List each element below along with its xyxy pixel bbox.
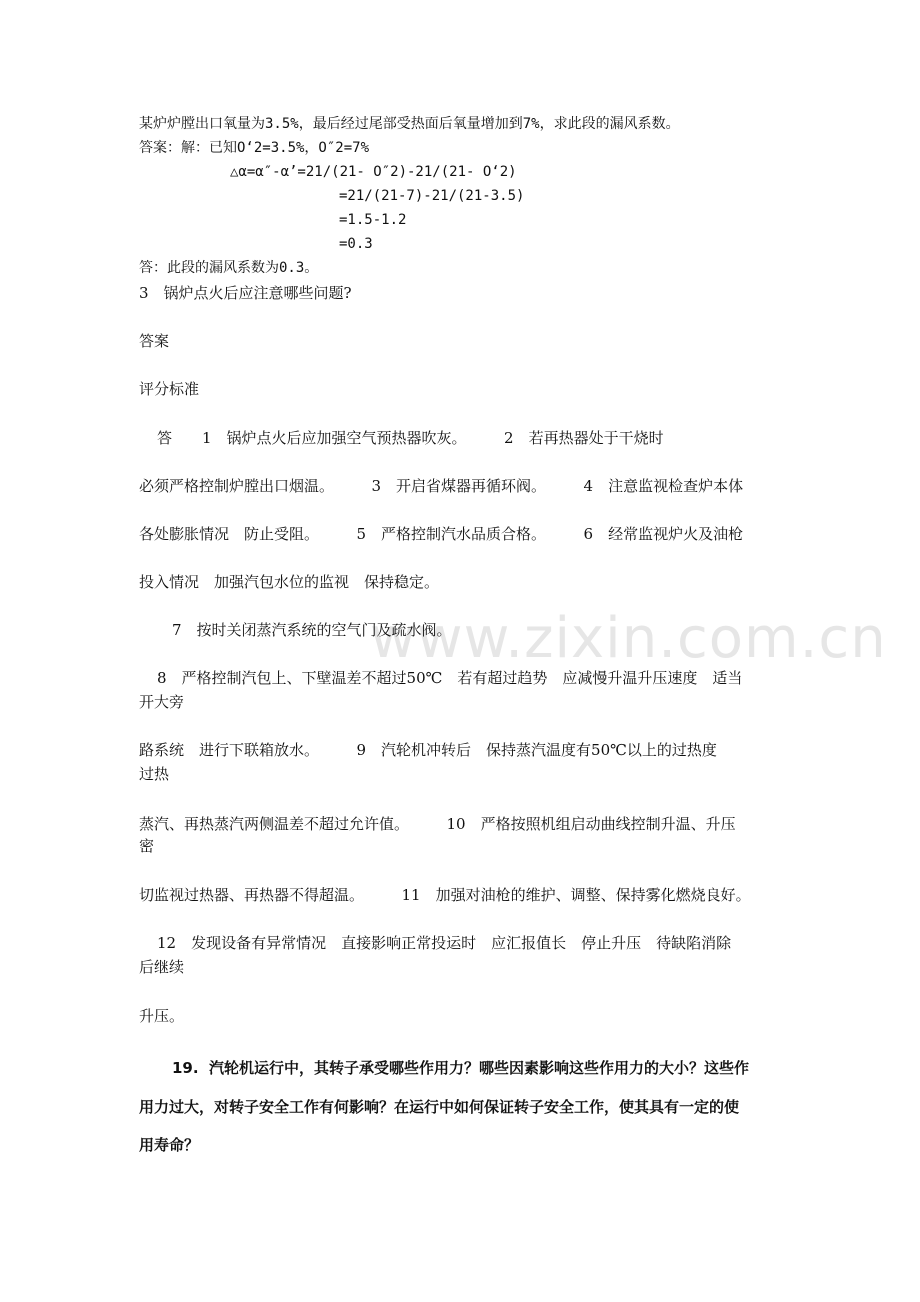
q3-criteria-label: 评分标准 — [139, 380, 200, 398]
q3-answer-line: 投入情况 加强汽包水位的监视 保持稳定。 — [139, 573, 440, 591]
calc-step-2: =1.5-1.2 — [339, 212, 407, 228]
calc-formula: △α=α″-α’=21/(21- O″2)-21/(21- O‘2) — [230, 164, 517, 180]
q3-answer-line: 过热 — [139, 765, 170, 783]
calc-conclusion: 答：此段的漏风系数为0.3。 — [139, 260, 319, 276]
q3-answer-line: 8 严格控制汽包上、下壁温差不超过50℃ 若有超过趋势 应减慢升温升压速度 适当 — [157, 669, 743, 687]
q3-answer-line: 12 发现设备有异常情况 直接影响正常投运时 应汇报值长 停止升压 待缺陷消除 — [157, 934, 732, 952]
q3-answer-line: 必须严格控制炉膛出口烟温。 3 开启省煤器再循环阀。 4 注意监视检查炉本体 — [139, 477, 744, 495]
calc-answer-given: 答案：解：已知O‘2=3.5%，O″2=7% — [139, 140, 370, 156]
q3-answer-label: 答案 — [139, 332, 170, 350]
q3-answer-line: 蒸汽、再热蒸汽两侧温差不超过允许值。 10 严格按照机组启动曲线控制升温、升压 — [139, 815, 736, 833]
q19-question-line: 用寿命？ — [139, 1136, 200, 1154]
q3-answer-line: 切监视过热器、再热器不得超温。 11 加强对油枪的维护、调整、保持雾化燃烧良好。 — [139, 886, 751, 904]
q3-answer-line: 密 — [139, 837, 155, 855]
q19-question-line: 用力过大，对转子安全工作有何影响？在运行中如何保证转子安全工作，使其具有一定的使 — [139, 1098, 740, 1116]
calc-step-1: =21/(21-7)-21/(21-3.5) — [339, 188, 525, 204]
q3-answer-line: 后继续 — [139, 958, 185, 976]
q3-answer-line: 7 按时关闭蒸汽系统的空气门及疏水阀。 — [172, 621, 452, 639]
q3-answer-line: 答 1 锅炉点火后应加强空气预热器吹灰。 2 若再热器处于干烧时 — [157, 429, 664, 447]
calc-step-3: =0.3 — [339, 236, 373, 252]
q19-question-line: 19. 汽轮机运行中，其转子承受哪些作用力？哪些因素影响这些作用力的大小？这些作 — [172, 1059, 750, 1077]
q3-answer-line: 开大旁 — [139, 693, 185, 711]
q3-answer-line: 升压。 — [139, 1007, 185, 1025]
q3-answer-line: 路系统 进行下联箱放水。 9 汽轮机冲转后 保持蒸汽温度有50℃以上的过热度 — [139, 741, 717, 759]
q3-answer-line: 各处膨胀情况 防止受阻。 5 严格控制汽水品质合格。 6 经常监视炉火及油枪 — [139, 525, 744, 543]
q3-question: 3 锅炉点火后应注意哪些问题? — [139, 284, 352, 302]
calc-question: 某炉炉膛出口氧量为3.5%，最后经过尾部受热面后氧量增加到7%，求此段的漏风系数。 — [139, 116, 680, 132]
watermark: www.zixin.com.cn — [370, 606, 887, 671]
